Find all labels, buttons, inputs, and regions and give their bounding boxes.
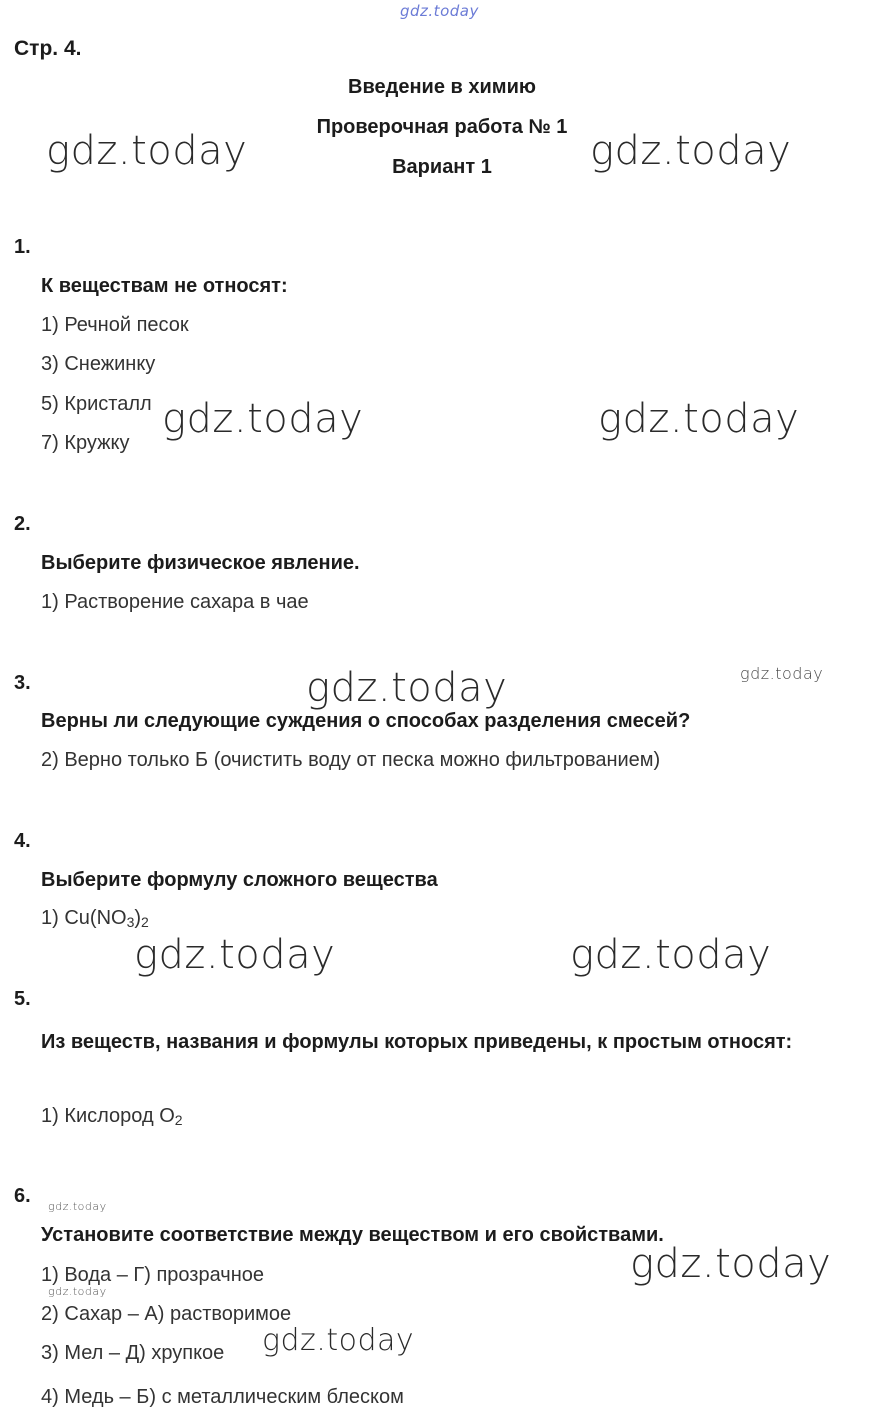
question-number: 2. <box>14 513 31 535</box>
watermark: gdz.today <box>46 128 248 174</box>
question-number: 6. <box>14 1185 31 1207</box>
watermark: gdz.today <box>598 396 800 442</box>
question-text: Верны ли следующие суждения о способах разделения смесей? <box>41 710 691 732</box>
watermark: gdz.today <box>306 665 508 711</box>
formula-subscript: 3 <box>126 914 135 930</box>
answer-item <box>41 907 149 930</box>
question-text: К веществам не относят: <box>41 275 288 297</box>
question-number: 1. <box>14 236 31 258</box>
question-number: 3. <box>14 672 31 694</box>
answer-item: 1) Вода – Г) прозрачное <box>41 1264 264 1286</box>
question-number: 5. <box>14 988 31 1010</box>
formula-subscript: 2 <box>141 914 149 930</box>
formula-subscript: 2 <box>174 1112 183 1128</box>
watermark: gdz.today <box>48 1200 107 1213</box>
answer-item: 7) Кружку <box>41 432 130 454</box>
formula-text: ) <box>134 907 142 929</box>
watermark: gdz.today <box>134 932 336 978</box>
formula-text: 1) Cu(NO <box>41 907 127 929</box>
answer-item <box>41 1105 183 1128</box>
answer-item: 1) Речной песок <box>41 314 189 336</box>
watermark: gdz.today <box>262 1323 415 1358</box>
topic-title: Введение в химию <box>348 76 536 98</box>
watermark: gdz.today <box>570 932 772 978</box>
answer-item: 4) Медь – Б) с металлическим блеском <box>41 1386 404 1408</box>
watermark-top: gdz.today <box>400 2 479 20</box>
question-text: Из веществ, названия и формулы которых приведены, к простым относят: <box>41 1031 793 1053</box>
watermark: gdz.today <box>162 396 364 442</box>
watermark: gdz.today <box>630 1241 832 1287</box>
work-title: Проверочная работа № 1 <box>316 116 568 138</box>
answer-item: 1) Растворение сахара в чае <box>41 591 309 613</box>
formula-text: 1) Кислород O <box>41 1105 175 1127</box>
watermark: gdz.today <box>48 1285 107 1298</box>
answer-item: 2) Верно только Б (очистить воду от песка можно фильтрованием) <box>41 749 661 771</box>
variant-title: Вариант 1 <box>392 156 492 178</box>
answer-item: 3) Снежинку <box>41 353 156 375</box>
watermark: gdz.today <box>590 128 792 174</box>
page-label: Стр. 4. <box>14 37 82 60</box>
question-text: Выберите формулу сложного вещества <box>41 869 438 891</box>
question-number: 4. <box>14 830 31 852</box>
answer-item: 5) Кристалл <box>41 393 152 415</box>
answer-item: 2) Сахар – А) растворимое <box>41 1303 292 1325</box>
question-text: Установите соответствие между веществом и его свойствами. <box>41 1224 664 1246</box>
watermark: gdz.today <box>740 664 824 683</box>
answer-item: 3) Мел – Д) хрупкое <box>41 1342 225 1364</box>
question-text: Выберите физическое явление. <box>41 552 360 574</box>
